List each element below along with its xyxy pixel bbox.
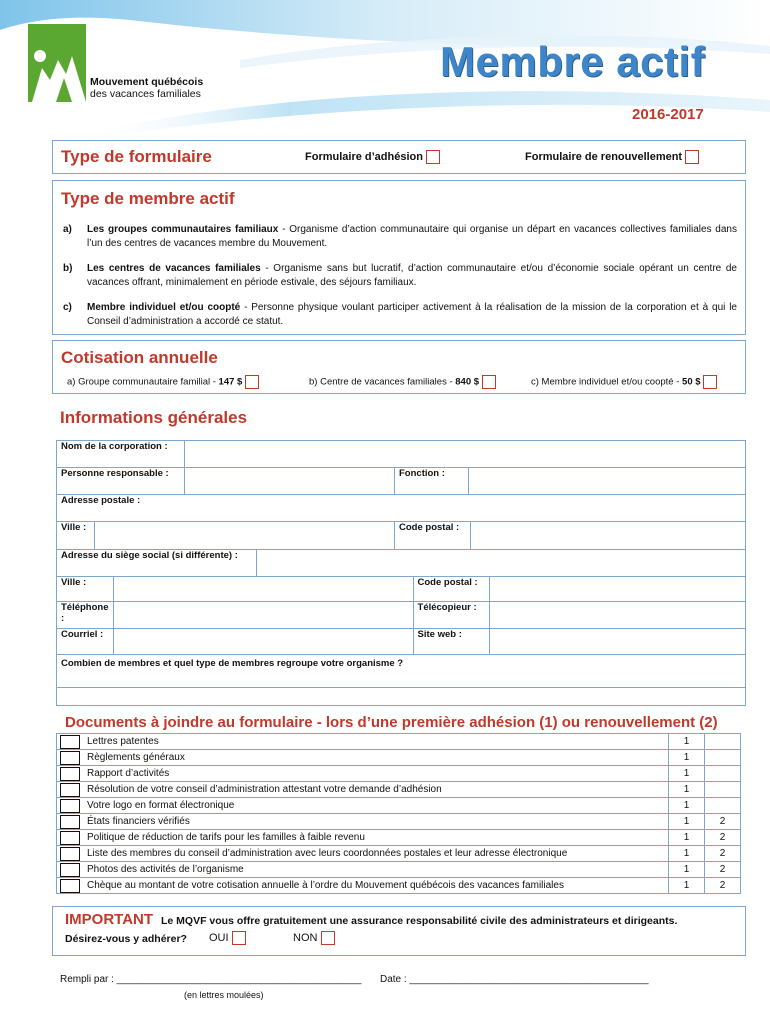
telephone-field[interactable] <box>113 602 413 629</box>
first-adhesion-mark: 1 <box>669 766 705 782</box>
document-text: Politique de réduction de tarifs pour les familles à faible revenu <box>87 832 365 843</box>
info-table-2 <box>56 521 746 550</box>
item-label: b) <box>63 263 73 274</box>
document-text: Liste des membres du conseil d’administration avec leurs coordonnées postales et leur adresse électronique <box>87 848 568 859</box>
document-label <box>57 846 669 862</box>
general-info-title: Informations générales <box>60 408 248 427</box>
oui-checkbox[interactable] <box>232 931 246 945</box>
document-label <box>57 734 669 750</box>
renouvellement-checkbox[interactable] <box>685 150 699 164</box>
document-text: Règlements généraux <box>87 752 185 763</box>
ville-field[interactable] <box>95 522 395 550</box>
document-text: Chèque au montant de votre cotisation annuelle à l’ordre du Mouvement québécois des vacances familiales <box>87 880 564 891</box>
option-renouvellement[interactable] <box>525 150 699 164</box>
document-row <box>57 734 741 750</box>
first-adhesion-mark: 1 <box>669 878 705 894</box>
adhesion-checkbox[interactable] <box>426 150 440 164</box>
document-label <box>57 830 669 846</box>
item-label: a) <box>63 224 72 235</box>
logo-text <box>90 76 203 100</box>
document-label <box>57 798 669 814</box>
item-desc: - Personne physique voulant participer activement à la réalisation de la mission de la corporation et à qui le Conseil d’administration a accordé ce statut. <box>87 302 737 327</box>
cotisation-option-a[interactable] <box>67 375 259 389</box>
option-adhesion[interactable] <box>305 150 440 164</box>
renewal-mark: 2 <box>705 846 741 862</box>
document-row <box>57 766 741 782</box>
document-checkbox[interactable] <box>60 847 80 861</box>
option-adhesion-label: Formulaire d’adhésion <box>305 150 423 163</box>
member-type-title: Type de membre actif <box>61 189 235 208</box>
code-postal2-field[interactable] <box>489 577 745 602</box>
ville-label: Ville : <box>57 522 95 550</box>
cotisation-amount: 50 $ <box>682 376 701 388</box>
oui-label: OUI <box>209 931 229 944</box>
document-text: Votre logo en format électronique <box>87 800 235 811</box>
document-checkbox[interactable] <box>60 831 80 845</box>
telephone-label: Téléphone : <box>57 602 114 629</box>
document-row <box>57 798 741 814</box>
first-adhesion-mark: 1 <box>669 814 705 830</box>
document-row <box>57 878 741 894</box>
first-adhesion-mark: 1 <box>669 798 705 814</box>
renewal-mark: 2 <box>705 878 741 894</box>
first-adhesion-mark: 1 <box>669 734 705 750</box>
document-checkbox[interactable] <box>60 751 80 765</box>
item-label: c) <box>63 302 72 313</box>
documents-title: Documents à joindre au formulaire - lors d’une première adhésion (1) ou renouvellement (2) <box>65 714 718 731</box>
cotisation-c-checkbox[interactable] <box>703 375 717 389</box>
non-checkbox[interactable] <box>321 931 335 945</box>
site-web-label: Site web : <box>413 629 489 655</box>
option-renouvellement-label: Formulaire de renouvellement <box>525 150 683 163</box>
code-postal-label: Code postal : <box>395 522 471 550</box>
cotisation-label: a) Groupe communautaire familial - <box>67 376 219 388</box>
info-table-1 <box>56 440 746 522</box>
document-checkbox[interactable] <box>60 735 80 749</box>
info-table-3 <box>56 549 746 577</box>
important-question: Désirez-vous y adhérer? <box>65 933 187 945</box>
membres-field[interactable] <box>57 688 746 706</box>
document-row <box>57 782 741 798</box>
document-checkbox[interactable] <box>60 815 80 829</box>
nom-label: Nom de la corporation : <box>57 441 185 468</box>
cotisation-amount: 147 $ <box>218 376 243 388</box>
site-web-field[interactable] <box>489 629 745 655</box>
cotisation-option-b[interactable] <box>309 375 496 389</box>
mqvf-logo <box>28 24 86 102</box>
member-type-section <box>52 180 746 335</box>
document-row <box>57 814 741 830</box>
document-text: États financiers vérifiés <box>87 816 190 827</box>
document-row <box>57 830 741 846</box>
telecopieur-field[interactable] <box>489 602 745 629</box>
siege-label: Adresse du siège social (si différente) : <box>57 550 257 577</box>
document-checkbox[interactable] <box>60 799 80 813</box>
document-label <box>57 782 669 798</box>
renewal-mark <box>705 766 741 782</box>
document-text: Résolution de votre conseil d’administration attestant votre demande d’adhésion <box>87 784 442 795</box>
renewal-mark: 2 <box>705 830 741 846</box>
cotisation-option-c[interactable] <box>531 375 717 389</box>
cotisation-a-checkbox[interactable] <box>245 375 259 389</box>
documents-table <box>56 733 741 894</box>
document-label <box>57 766 669 782</box>
courriel-field[interactable] <box>113 629 413 655</box>
renewal-mark <box>705 798 741 814</box>
document-label <box>57 862 669 878</box>
responsable-label: Personne responsable : <box>57 468 185 495</box>
fonction-label: Fonction : <box>395 468 469 495</box>
renewal-mark: 2 <box>705 814 741 830</box>
item-name: Les groupes communautaires familiaux <box>87 224 279 235</box>
cotisation-b-checkbox[interactable] <box>482 375 496 389</box>
first-adhesion-mark: 1 <box>669 862 705 878</box>
cotisation-section <box>52 340 746 394</box>
form-type-section <box>52 140 746 174</box>
first-adhesion-mark: 1 <box>669 782 705 798</box>
responsable-field[interactable] <box>185 468 395 495</box>
non-option[interactable] <box>293 931 335 945</box>
important-desc: Le MQVF vous offre gratuitement une assurance responsabilité civile des administrateurs et dirigeants. <box>161 915 678 927</box>
cotisation-title: Cotisation annuelle <box>61 348 218 367</box>
fonction-field[interactable] <box>469 468 746 495</box>
document-row <box>57 862 741 878</box>
page-title: Membre actif <box>440 38 706 85</box>
document-text: Rapport d’activités <box>87 768 170 779</box>
cotisation-amount: 840 $ <box>455 376 480 388</box>
first-adhesion-mark: 1 <box>669 830 705 846</box>
code-postal-field[interactable] <box>471 522 746 550</box>
courriel-label: Courriel : <box>57 629 114 655</box>
adresse-label: Adresse postale : <box>61 495 141 506</box>
document-label <box>57 814 669 830</box>
adresse-field[interactable] <box>57 495 746 522</box>
info-table-4 <box>56 576 746 655</box>
document-row <box>57 750 741 766</box>
siege-field[interactable] <box>257 550 746 577</box>
info-table-5 <box>56 654 746 706</box>
member-type-item <box>63 301 737 329</box>
org-line1: Mouvement québécois <box>90 76 204 88</box>
member-type-item <box>63 262 737 290</box>
rempli-par-field[interactable]: Rempli par : ____________________________________________ <box>60 974 362 985</box>
cotisation-label: c) Membre individuel et/ou coopté - <box>531 376 683 388</box>
ville2-field[interactable] <box>113 577 413 602</box>
important-section <box>52 906 746 956</box>
member-type-item <box>63 223 737 251</box>
membres-label: Combien de membres et quel type de membres regroupe votre organisme ? <box>57 655 746 688</box>
date-field[interactable]: Date : ___________________________________________ <box>380 974 649 985</box>
lettres-moulees-hint: (en lettres moulées) <box>184 990 264 1000</box>
renewal-mark <box>705 734 741 750</box>
nom-field[interactable] <box>185 441 746 468</box>
code-postal2-label: Code postal : <box>413 577 489 602</box>
form-type-title: Type de formulaire <box>61 147 212 166</box>
document-label <box>57 878 669 894</box>
non-label: NON <box>293 931 318 944</box>
cotisation-label: b) Centre de vacances familiales - <box>309 376 456 388</box>
document-checkbox[interactable] <box>60 879 80 893</box>
document-text: Photos des activités de l’organisme <box>87 864 244 875</box>
ville2-label: Ville : <box>57 577 114 602</box>
item-name: Les centres de vacances familiales <box>87 263 261 274</box>
org-line2: des vacances familiales <box>90 88 201 100</box>
year: 2016-2017 <box>632 106 704 123</box>
document-checkbox[interactable] <box>60 767 80 781</box>
document-checkbox[interactable] <box>60 863 80 877</box>
renewal-mark: 2 <box>705 862 741 878</box>
document-checkbox[interactable] <box>60 783 80 797</box>
item-desc: - Organisme sans but lucratif, d’action communautaire et/ou d’économie sociale opérant un centre de vacances offrant, minimalement en période estivale, des séjours familiaux. <box>87 263 737 288</box>
document-row <box>57 846 741 862</box>
document-label <box>57 750 669 766</box>
renewal-mark <box>705 782 741 798</box>
oui-option[interactable] <box>209 931 246 945</box>
telecopieur-label: Télécopieur : <box>413 602 489 629</box>
first-adhesion-mark: 1 <box>669 750 705 766</box>
important-title: IMPORTANT <box>65 911 154 928</box>
first-adhesion-mark: 1 <box>669 846 705 862</box>
item-desc: - Organisme d’action communautaire qui organise un départ en vacances collectives familiales dans l’un des centres de vacances membre du Mouvement. <box>87 224 737 249</box>
renewal-mark <box>705 750 741 766</box>
document-text: Lettres patentes <box>87 736 159 747</box>
item-name: Membre individuel et/ou coopté <box>87 302 241 313</box>
